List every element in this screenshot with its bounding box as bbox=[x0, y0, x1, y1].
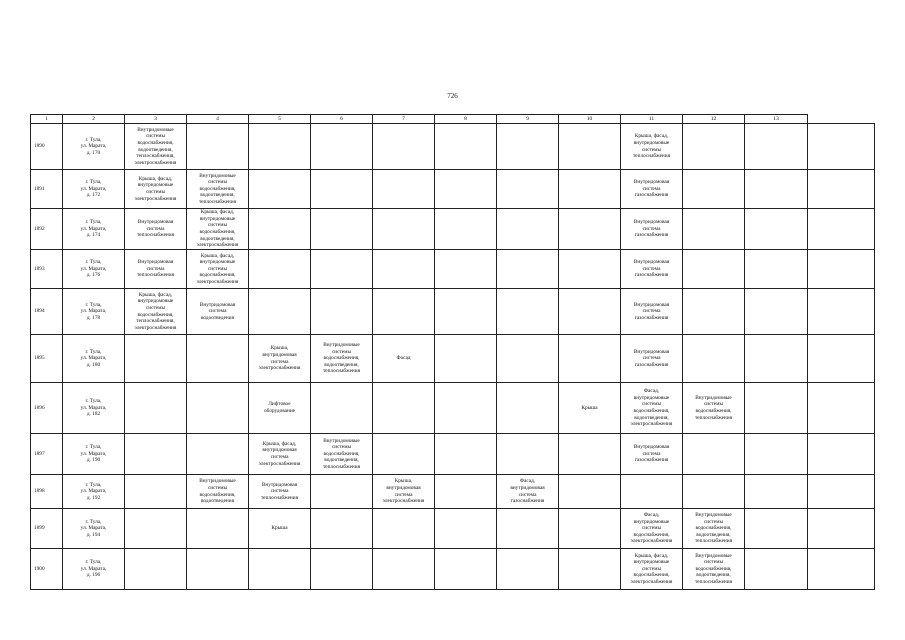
work-cell: Внутридомовая система теплоснабжения bbox=[125, 209, 187, 250]
work-cell bbox=[745, 289, 808, 335]
table-row bbox=[31, 250, 875, 289]
work-cell bbox=[435, 509, 497, 549]
row-number: 1890 bbox=[31, 124, 63, 170]
address-cell: г. Тула, ул. Марата, д. 170 bbox=[63, 124, 125, 170]
work-cell: Фасад, внутридомовая система газоснабжения bbox=[497, 475, 559, 509]
work-cell bbox=[683, 289, 745, 335]
column-number: 10 bbox=[559, 115, 621, 124]
table-row bbox=[31, 170, 875, 209]
work-cell bbox=[497, 383, 559, 434]
work-cell bbox=[373, 549, 435, 590]
work-cell bbox=[683, 335, 745, 383]
work-cell bbox=[249, 124, 311, 170]
address-cell: г. Тула, ул. Марата, д. 194 bbox=[63, 509, 125, 549]
work-cell: Крыша, фасад, внутридомовые системы водоснабжения, электроснабжения bbox=[187, 250, 249, 289]
work-cell bbox=[249, 549, 311, 590]
work-cell bbox=[745, 509, 808, 549]
address-cell: г. Тула, ул. Марата, д. 172 bbox=[63, 170, 125, 209]
column-number: 12 bbox=[683, 115, 745, 124]
work-cell bbox=[808, 209, 875, 250]
work-cell bbox=[559, 209, 621, 250]
work-cell bbox=[249, 170, 311, 209]
work-cell bbox=[683, 434, 745, 475]
work-cell bbox=[435, 170, 497, 209]
work-cell: Внутридомовые системы водоснабжения, водоотведения, теплоснабжения bbox=[683, 549, 745, 590]
column-number: 5 bbox=[249, 115, 311, 124]
work-cell bbox=[311, 124, 373, 170]
row-number: 1897 bbox=[31, 434, 63, 475]
work-cell: Фасад, внутридомовые системы водоснабжения, электроснабжения bbox=[621, 509, 683, 549]
address-cell: г. Тула, ул. Марата, д. 190 bbox=[63, 434, 125, 475]
work-cell bbox=[559, 124, 621, 170]
work-cell: Внутридомовая система газоснабжения bbox=[621, 250, 683, 289]
work-cell: Внутридомовая система теплоснабжения bbox=[125, 250, 187, 289]
work-cell bbox=[249, 289, 311, 335]
work-cell bbox=[683, 124, 745, 170]
work-cell bbox=[187, 434, 249, 475]
row-number: 1894 bbox=[31, 289, 63, 335]
work-cell bbox=[311, 549, 373, 590]
row-number: 1899 bbox=[31, 509, 63, 549]
work-cell bbox=[559, 250, 621, 289]
page-number: 726 bbox=[447, 92, 458, 100]
work-cell bbox=[435, 549, 497, 590]
work-cell: Внутридомовые системы водоснабжения, теплоснабжения bbox=[683, 383, 745, 434]
work-cell bbox=[808, 250, 875, 289]
work-cell: Фасад bbox=[373, 335, 435, 383]
table-row bbox=[31, 509, 875, 549]
work-cell: Внутридомовые системы водоснабжения, водоотведения bbox=[187, 475, 249, 509]
work-cell: Внутридомовые системы водоснабжения, водоотведения, теплоснабжения bbox=[311, 434, 373, 475]
work-cell: Крыша bbox=[559, 383, 621, 434]
address-cell: г. Тула, ул. Марата, д. 174 bbox=[63, 209, 125, 250]
work-cell bbox=[497, 549, 559, 590]
work-cell bbox=[435, 434, 497, 475]
work-cell: Лифтовое оборудование bbox=[249, 383, 311, 434]
work-cell: Крыша, внутридомовая система электроснабжения bbox=[249, 335, 311, 383]
work-cell bbox=[497, 509, 559, 549]
work-cell bbox=[435, 383, 497, 434]
column-number: 2 bbox=[63, 115, 125, 124]
work-cell bbox=[373, 124, 435, 170]
column-number-row bbox=[31, 115, 875, 124]
work-cell: Внутридомовая система водоотведения bbox=[187, 289, 249, 335]
work-cell: Внутридомовая система газоснабжения bbox=[621, 335, 683, 383]
work-cell: Внутридомовые системы водоснабжения, водоотведения, теплоснабжения, электроснабжения bbox=[125, 124, 187, 170]
work-cell bbox=[311, 170, 373, 209]
work-cell bbox=[745, 170, 808, 209]
work-cell bbox=[435, 475, 497, 509]
work-cell bbox=[435, 289, 497, 335]
column-number: 9 bbox=[497, 115, 559, 124]
work-cell bbox=[187, 509, 249, 549]
address-cell: г. Тула, ул. Марата, д. 182 bbox=[63, 383, 125, 434]
work-cell bbox=[808, 475, 875, 509]
work-cell bbox=[497, 170, 559, 209]
work-cell bbox=[559, 289, 621, 335]
work-cell bbox=[435, 209, 497, 250]
row-number: 1895 bbox=[31, 335, 63, 383]
work-cell bbox=[125, 335, 187, 383]
work-cell bbox=[745, 335, 808, 383]
work-cell bbox=[559, 335, 621, 383]
work-cell bbox=[745, 124, 808, 170]
address-cell: г. Тула, ул. Марата, д. 176 bbox=[63, 250, 125, 289]
column-number: 11 bbox=[621, 115, 683, 124]
work-cell bbox=[187, 124, 249, 170]
work-cell bbox=[373, 170, 435, 209]
work-cell bbox=[559, 549, 621, 590]
work-cell bbox=[311, 475, 373, 509]
work-cell bbox=[435, 335, 497, 383]
work-cell bbox=[621, 475, 683, 509]
work-cell bbox=[559, 434, 621, 475]
work-cell bbox=[125, 549, 187, 590]
work-cell bbox=[808, 434, 875, 475]
register-table bbox=[30, 114, 875, 590]
work-cell bbox=[808, 289, 875, 335]
work-cell bbox=[745, 383, 808, 434]
column-number: 13 bbox=[745, 115, 808, 124]
table-row bbox=[31, 475, 875, 509]
work-cell bbox=[125, 509, 187, 549]
work-cell: Крыша, фасад, внутридомовые системы водоснабжения, электроснабжения bbox=[621, 549, 683, 590]
work-cell bbox=[497, 434, 559, 475]
work-cell bbox=[683, 209, 745, 250]
address-cell: г. Тула, ул. Марата, д. 178 bbox=[63, 289, 125, 335]
address-cell: г. Тула, ул. Марата, д. 192 bbox=[63, 475, 125, 509]
work-cell bbox=[808, 170, 875, 209]
work-cell bbox=[311, 289, 373, 335]
work-cell bbox=[187, 549, 249, 590]
table-row bbox=[31, 383, 875, 434]
work-cell bbox=[373, 209, 435, 250]
work-cell: Внутридомовые системы водоснабжения, водоотведения, теплоснабжения bbox=[187, 170, 249, 209]
work-cell bbox=[559, 509, 621, 549]
work-cell bbox=[373, 250, 435, 289]
work-cell bbox=[187, 335, 249, 383]
work-cell bbox=[683, 475, 745, 509]
column-number: 7 bbox=[373, 115, 435, 124]
row-number: 1893 bbox=[31, 250, 63, 289]
work-cell bbox=[808, 549, 875, 590]
row-number: 1898 bbox=[31, 475, 63, 509]
work-cell bbox=[683, 250, 745, 289]
address-cell: г. Тула, ул. Марата, д. 180 bbox=[63, 335, 125, 383]
work-cell bbox=[435, 124, 497, 170]
work-cell: Крыша, фасад, внутридомовые системы водоснабжения, водоотведения, электроснабжения bbox=[187, 209, 249, 250]
work-cell bbox=[187, 383, 249, 434]
work-cell: Внутридомовая система газоснабжения bbox=[621, 434, 683, 475]
work-cell bbox=[373, 434, 435, 475]
work-cell bbox=[497, 209, 559, 250]
work-cell: Крыша, фасад, внутридомовые системы водоснабжения, теплоснабжения, электроснабжения bbox=[125, 289, 187, 335]
work-cell: Внутридомовая система газоснабжения bbox=[621, 209, 683, 250]
work-cell: Крыша, фасад, внутридомовые системы электроснабжения bbox=[125, 170, 187, 209]
work-cell: Крыша bbox=[249, 509, 311, 549]
address-cell: г. Тула, ул. Марата, д. 196 bbox=[63, 549, 125, 590]
work-cell bbox=[497, 335, 559, 383]
work-cell bbox=[683, 170, 745, 209]
work-cell: Внутридомовые системы водоснабжения, водоотведения, теплоснабжения bbox=[683, 509, 745, 549]
table-row bbox=[31, 434, 875, 475]
work-cell: Крыша, внутридомовая система электроснабжения bbox=[373, 475, 435, 509]
work-cell bbox=[559, 170, 621, 209]
work-cell bbox=[125, 383, 187, 434]
row-number: 1896 bbox=[31, 383, 63, 434]
work-cell bbox=[497, 250, 559, 289]
work-cell bbox=[311, 509, 373, 549]
work-cell bbox=[373, 509, 435, 549]
work-cell: Крыша, фасад, внутридомовая система электроснабжения bbox=[249, 434, 311, 475]
work-cell bbox=[249, 209, 311, 250]
table-row bbox=[31, 124, 875, 170]
work-cell bbox=[125, 475, 187, 509]
table-row bbox=[31, 335, 875, 383]
work-cell bbox=[373, 383, 435, 434]
work-cell bbox=[808, 335, 875, 383]
work-cell bbox=[808, 383, 875, 434]
column-number: 4 bbox=[187, 115, 249, 124]
work-cell bbox=[497, 289, 559, 335]
work-cell bbox=[745, 434, 808, 475]
work-cell: Внутридомовая система газоснабжения bbox=[621, 289, 683, 335]
work-cell bbox=[125, 434, 187, 475]
work-cell bbox=[311, 209, 373, 250]
work-cell bbox=[559, 475, 621, 509]
work-cell bbox=[808, 124, 875, 170]
work-cell bbox=[249, 250, 311, 289]
column-number: 3 bbox=[125, 115, 187, 124]
table-row bbox=[31, 289, 875, 335]
work-cell bbox=[435, 250, 497, 289]
work-cell bbox=[745, 209, 808, 250]
row-number: 1900 bbox=[31, 549, 63, 590]
table-row bbox=[31, 549, 875, 590]
work-cell bbox=[808, 509, 875, 549]
work-cell: Крыша, фасад, внутридомовые системы теплоснабжения bbox=[621, 124, 683, 170]
work-cell bbox=[311, 250, 373, 289]
work-cell bbox=[745, 475, 808, 509]
column-number: 6 bbox=[311, 115, 373, 124]
work-cell: Фасад, внутридомовые системы водоснабжения, водоотведения, электроснабжения bbox=[621, 383, 683, 434]
work-cell bbox=[497, 124, 559, 170]
column-number: 1 bbox=[31, 115, 63, 124]
work-cell bbox=[311, 383, 373, 434]
work-cell bbox=[745, 549, 808, 590]
work-cell: Внутридомовая система газоснабжения bbox=[621, 170, 683, 209]
work-cell: Внутридомовые системы водоснабжения, водоотведения, теплоснабжения bbox=[311, 335, 373, 383]
row-number: 1892 bbox=[31, 209, 63, 250]
column-number: 8 bbox=[435, 115, 497, 124]
work-cell bbox=[745, 250, 808, 289]
table-row bbox=[31, 209, 875, 250]
work-cell: Внутридомовая система теплоснабжения bbox=[249, 475, 311, 509]
work-cell bbox=[373, 289, 435, 335]
row-number: 1891 bbox=[31, 170, 63, 209]
